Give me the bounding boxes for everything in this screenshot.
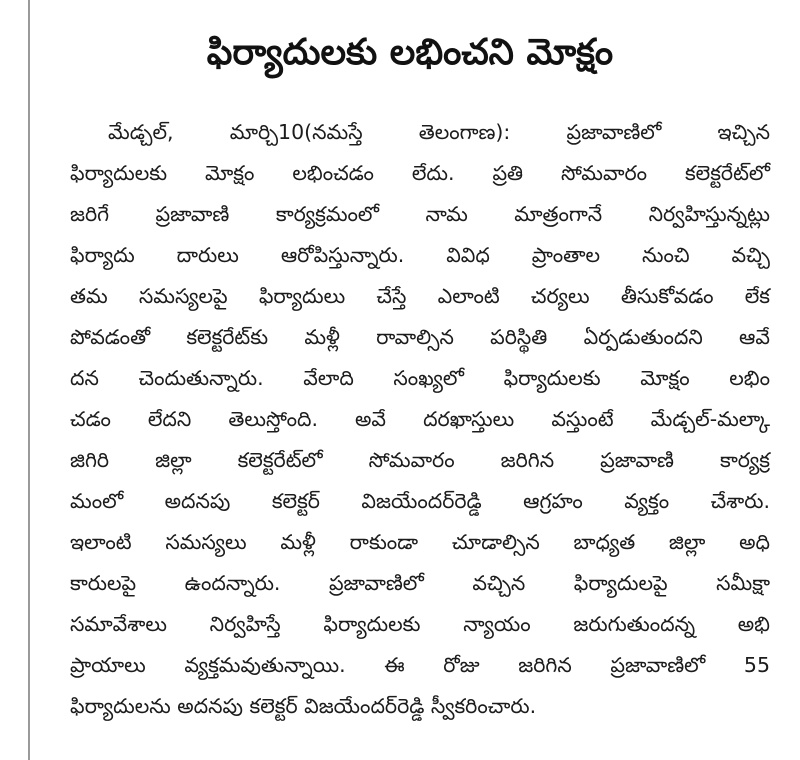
article-line: చడం లేదని తెలుస్తోంది. అవే దరఖాస్తులు వస్తుంటే మేడ్చల్-మల్కా: [70, 407, 770, 431]
article-line: కారులపై ఉందన్నారు. ప్రజావాణిలో వచ్చిన ఫిర్యాదులపై సమీక్షా: [70, 571, 770, 595]
article-line: ఇలాంటి సమస్యలు మళ్లీ రాకుండా చూడాల్సిన బాధ్యత జిల్లా అధి: [70, 530, 770, 554]
article-body: [70, 112, 770, 727]
article-line: దన చెందుతున్నారు. వేలాది సంఖ్యలో ఫిర్యాదులకు మోక్షం లభిం: [70, 366, 770, 390]
article-line: జరిగే ప్రజావాణి కార్యక్రమంలో నామ మాత్రంగానే నిర్వహిస్తున్నట్లు: [70, 202, 770, 226]
article-line: ఫిర్యాదులకు మోక్షం లభించడం లేదు. ప్రతి సోమవారం కలెక్టరేట్‌లో: [70, 161, 770, 185]
article-line: ప్రాయాలు వ్యక్తమవుతున్నాయి. ఈ రోజు జరిగిన ప్రజావాణిలో 55: [70, 653, 770, 677]
article-line: ఫిర్యాదు దారులు ఆరోపిస్తున్నారు. వివిధ ప్రాంతాల నుంచి వచ్చి: [70, 243, 770, 267]
article-line: మంలో అదనపు కలెక్టర్ విజయేందర్‌రెడ్డి ఆగ్రహం వ్యక్తం చేశారు.: [70, 489, 770, 513]
article-headline: ఫిర్యాదులకు లభించని మోక్షం: [206, 32, 614, 73]
article-line: ఫిర్యాదులను అదనపు కలెక్టర్ విజయేందర్‌రెడ్డి స్వీకరించారు.: [70, 694, 537, 718]
column-divider: [28, 0, 30, 760]
article-line: మేడ్చల్, మార్చి10(నమస్తే తెలంగాణ): ప్రజావాణిలో ఇచ్చిన: [108, 120, 770, 144]
article-line: తమ సమస్యలపై ఫిర్యాదులు చేస్తే ఎలాంటి చర్యలు తీసుకోవడం లేక: [70, 284, 770, 308]
article-line: జిగిరి జిల్లా కలెక్టరేట్‌లో సోమవారం జరిగిన ప్రజావాణి కార్యక్ర: [70, 448, 770, 472]
article-line: సమావేశాలు నిర్వహిస్తే ఫిర్యాదులకు న్యాయం జరుగుతుందన్న అభి: [70, 612, 770, 636]
article-line: పోవడంతో కలెక్టరేట్‌కు మళ్లీ రావాల్సిన పరిస్థితి ఏర్పడుతుందని ఆవే: [70, 325, 770, 349]
